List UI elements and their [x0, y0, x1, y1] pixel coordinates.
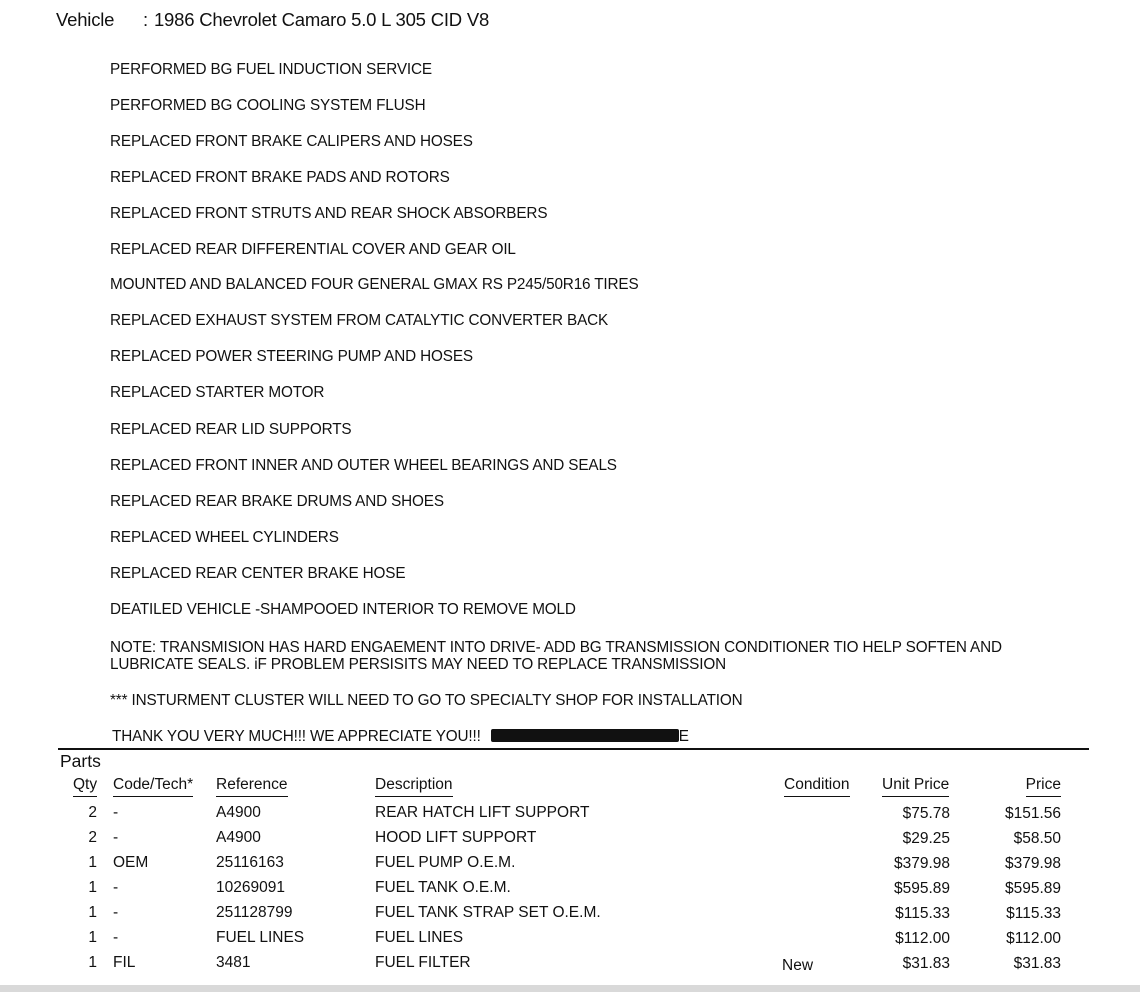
- work-line: REPLACED REAR CENTER BRAKE HOSE: [110, 565, 406, 582]
- cell-unit-price: $75.78: [902, 805, 950, 822]
- header-price: Price: [1026, 776, 1061, 797]
- work-line: REPLACED FRONT STRUTS AND REAR SHOCK ABSORBERS: [110, 205, 548, 222]
- cell-description: REAR HATCH LIFT SUPPORT: [375, 804, 590, 821]
- table-row: [0, 929, 1140, 954]
- cell-reference: 10269091: [216, 879, 285, 896]
- cell-unit-price: $115.33: [895, 905, 950, 922]
- header-condition: Condition: [784, 776, 850, 797]
- cell-unit-price: $112.00: [895, 930, 950, 947]
- parts-table-header: [0, 774, 1140, 802]
- redaction-tail: E: [678, 728, 689, 745]
- parts-divider: [58, 748, 1089, 750]
- page-bottom-edge: [0, 985, 1140, 992]
- cell-description: FUEL FILTER: [375, 954, 471, 971]
- header-reference: Reference: [216, 776, 288, 797]
- cell-description: FUEL PUMP O.E.M.: [375, 854, 516, 871]
- redacted-signature: [491, 728, 689, 746]
- work-line: REPLACED STARTER MOTOR: [110, 384, 325, 401]
- cell-reference: 3481: [216, 954, 251, 971]
- header-qty: Qty: [73, 776, 97, 797]
- cell-price: $379.98: [1004, 855, 1061, 872]
- work-line: MOUNTED AND BALANCED FOUR GENERAL GMAX RS P245/50R16 TIRES: [110, 276, 639, 293]
- vehicle-label: Vehicle: [56, 9, 115, 30]
- vehicle-description: 1986 Chevrolet Camaro 5.0 L 305 CID V8: [153, 9, 490, 30]
- cell-code: -: [113, 904, 119, 921]
- cell-qty: 1: [88, 854, 97, 871]
- cell-price: $151.56: [1004, 805, 1061, 822]
- vehicle-colon: :: [143, 9, 148, 30]
- cell-unit-price: $595.89: [893, 880, 950, 897]
- cell-code: -: [113, 804, 119, 821]
- cell-code: -: [113, 829, 119, 846]
- work-line: REPLACED FRONT BRAKE PADS AND ROTORS: [110, 169, 450, 186]
- cell-qty: 2: [88, 804, 97, 821]
- header-code-tech: Code/Tech*: [113, 776, 193, 797]
- table-row: [0, 904, 1140, 929]
- header-description: Description: [375, 776, 453, 797]
- cell-reference: A4900: [216, 829, 261, 846]
- cell-description: HOOD LIFT SUPPORT: [375, 829, 537, 846]
- table-row: [0, 804, 1140, 829]
- cell-price: $115.33: [1006, 905, 1061, 922]
- work-line: REPLACED FRONT BRAKE CALIPERS AND HOSES: [110, 133, 473, 150]
- cell-code: -: [113, 929, 119, 946]
- cell-description: FUEL TANK STRAP SET O.E.M.: [375, 904, 601, 921]
- cell-price: $31.83: [1013, 955, 1061, 972]
- work-line: REPLACED POWER STEERING PUMP AND HOSES: [110, 348, 473, 365]
- cell-price: $58.50: [1013, 830, 1061, 847]
- thank-you-text: THANK YOU VERY MUCH!!! WE APPRECIATE YOU!!!: [112, 728, 481, 745]
- work-line: REPLACED REAR DIFFERENTIAL COVER AND GEAR OIL: [110, 241, 516, 258]
- work-line: DEATILED VEHICLE -SHAMPOOED INTERIOR TO REMOVE MOLD: [110, 601, 576, 618]
- cell-description: FUEL LINES: [375, 929, 464, 946]
- vehicle-value: [143, 9, 489, 31]
- cell-unit-price: $29.25: [902, 830, 950, 847]
- redaction-bar: [491, 729, 679, 742]
- work-line: REPLACED REAR LID SUPPORTS: [110, 421, 352, 438]
- header-unit-price: Unit Price: [882, 776, 949, 797]
- work-line: PERFORMED BG FUEL INDUCTION SERVICE: [110, 61, 432, 78]
- work-line: REPLACED REAR BRAKE DRUMS AND SHOES: [110, 493, 444, 510]
- cell-code: -: [113, 879, 119, 896]
- cell-code: OEM: [113, 854, 149, 871]
- cell-unit-price: $379.98: [893, 855, 950, 872]
- cluster-note: *** INSTURMENT CLUSTER WILL NEED TO GO TO SPECIALTY SHOP FOR INSTALLATION: [110, 692, 743, 709]
- table-row: [0, 854, 1140, 879]
- cell-reference: FUEL LINES: [216, 929, 305, 946]
- cell-reference: 251128799: [216, 904, 293, 921]
- work-line: REPLACED EXHAUST SYSTEM FROM CATALYTIC CONVERTER BACK: [110, 312, 609, 329]
- cell-unit-price: $31.83: [902, 955, 950, 972]
- cell-reference: 25116163: [216, 854, 284, 871]
- work-line: REPLACED FRONT INNER AND OUTER WHEEL BEARINGS AND SEALS: [110, 457, 617, 474]
- cell-condition: New: [782, 957, 814, 974]
- cell-code: FIL: [113, 954, 136, 971]
- cell-qty: 1: [88, 929, 97, 946]
- transmission-note: NOTE: TRANSMISION HAS HARD ENGAEMENT INTO DRIVE- ADD BG TRANSMISSION CONDITIONER TIO HELP SOFTEN AND LUBRICATE SEALS. iF PROBLEM PERSISITS MAY NEED TO REPLACE TRANSMISSION: [110, 639, 1002, 673]
- cell-qty: 1: [88, 954, 97, 971]
- table-row: [0, 829, 1140, 854]
- thank-you-line: [112, 728, 689, 746]
- cell-reference: A4900: [216, 804, 261, 821]
- cell-qty: 2: [88, 829, 97, 846]
- table-row: [0, 879, 1140, 904]
- table-row: [0, 954, 1140, 979]
- vehicle-row: [0, 9, 1140, 33]
- parts-title: Parts: [60, 751, 101, 771]
- cell-price: $595.89: [1004, 880, 1061, 897]
- cell-qty: 1: [88, 904, 97, 921]
- cell-description: FUEL TANK O.E.M.: [375, 879, 511, 896]
- work-line: REPLACED WHEEL CYLINDERS: [110, 529, 339, 546]
- work-line: PERFORMED BG COOLING SYSTEM FLUSH: [110, 97, 426, 114]
- cell-price: $112.00: [1006, 930, 1061, 947]
- cell-qty: 1: [88, 879, 97, 896]
